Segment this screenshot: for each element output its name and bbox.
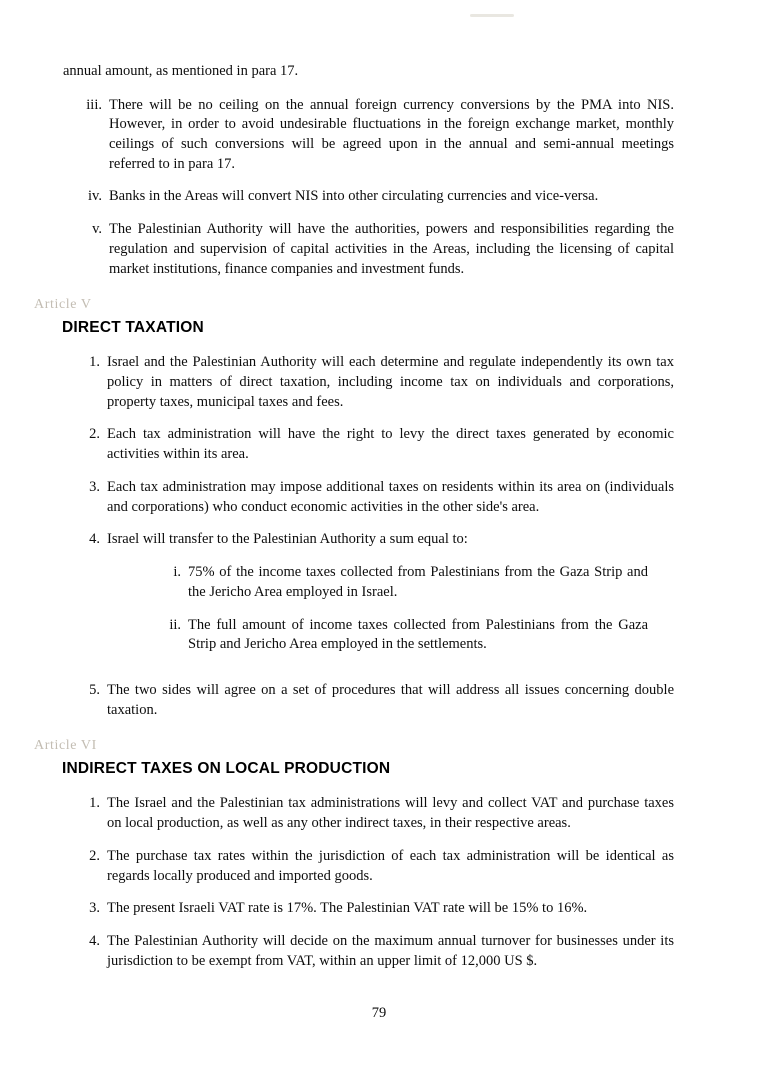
article-label: Article V (34, 297, 92, 313)
list-item (84, 932, 674, 971)
list-text: The Palestinian Authority will have the authorities, powers and responsibilities regarding the regulation and supervision of capital activities in the Areas, including the licensing of capital market institutions, finance companies and investment funds. (109, 221, 674, 277)
roman-sublist (165, 563, 648, 655)
list-text: 75% of the income taxes collected from Palestinians from the Gaza Strip and the Jericho Area employed in Israel. (188, 564, 648, 600)
list-marker: 1. (89, 795, 100, 812)
list-item (84, 899, 674, 919)
list-item (84, 847, 674, 886)
list-text: The full amount of income taxes collected from Palestinians from the Gaza Strip and Jericho Area employed in the settlements. (188, 616, 648, 653)
section-indirect-taxes (34, 738, 696, 971)
list-text: The Israel and the Palestinian tax administrations will levy and collect VAT and purchase taxes on local production, as well as any other indirect taxes, in their respective areas. (107, 795, 674, 832)
list-item (84, 530, 674, 668)
list-text: Each tax administration will have the right to levy the direct taxes generated by economic activities within its area. (107, 426, 674, 463)
continuation-paragraph: annual amount, as mentioned in para 17. (63, 63, 299, 79)
list-text: The purchase tax rates within the jurisdiction of each tax administration will be identical as regards locally produced and imported goods. (107, 847, 674, 884)
list-text: The Palestinian Authority will decide on the maximum annual turnover for businesses under its jurisdiction to be exempt from VAT, within an upper limit of 12,000 US $. (107, 932, 674, 969)
list-text: Israel will transfer to the Palestinian Authority a sum equal to: (107, 531, 468, 548)
list-text-block (107, 530, 674, 668)
section-heading: INDIRECT TAXES ON LOCAL PRODUCTION (62, 760, 391, 778)
list-text: The two sides will agree on a set of procedures that will address all issues concerning double taxation. (107, 681, 674, 718)
list-marker: iii. (86, 96, 102, 113)
numbered-list (84, 353, 674, 720)
list-item (84, 478, 674, 517)
list-item (84, 425, 674, 464)
list-item (84, 794, 674, 833)
list-marker: 2. (89, 426, 100, 443)
list-marker: 5. (89, 681, 100, 698)
roman-list-top (80, 96, 674, 280)
list-marker: i. (173, 564, 181, 581)
list-marker: iv. (88, 188, 102, 205)
article-label: Article VI (34, 738, 97, 754)
scan-artifact (470, 14, 514, 17)
list-marker: 2. (89, 847, 100, 864)
list-text: Israel and the Palestinian Authority will each determine and regulate independently its own tax policy in matters of direct taxation, including income tax on individuals and corporations, property taxes, municipal taxes and fees. (107, 354, 674, 410)
list-marker: ii. (169, 616, 181, 633)
list-text: There will be no ceiling on the annual foreign currency conversions by the PMA into NIS. However, in order to avoid undesirable fluctuations in the foreign exchange market, monthly ceilings of such conversions will be agreed upon in the annual and semi-annual meetings referred to in para 17. (109, 96, 674, 172)
section-heading: DIRECT TAXATION (62, 319, 204, 337)
list-text: The present Israeli VAT rate is 17%. The Palestinian VAT rate will be 15% to 16%. (107, 900, 588, 917)
list-item (80, 220, 674, 279)
list-marker: v. (92, 221, 102, 238)
list-text: Each tax administration may impose additional taxes on residents within its area on (individuals and corporations) who conduct economic activities in the other side's area. (107, 478, 674, 515)
list-item (84, 353, 674, 412)
list-marker: 1. (89, 354, 100, 371)
page-number: 79 (371, 1005, 387, 1021)
list-marker: 3. (89, 900, 100, 917)
list-item (80, 96, 674, 175)
list-marker: 4. (89, 531, 100, 548)
numbered-list (84, 794, 674, 971)
list-item (80, 187, 674, 207)
list-marker: 4. (89, 932, 100, 949)
section-direct-taxation (34, 297, 696, 720)
list-item (165, 616, 648, 655)
list-text: Banks in the Areas will convert NIS into other circulating currencies and vice-versa. (109, 188, 599, 205)
list-marker: 3. (89, 478, 100, 495)
list-item (84, 681, 674, 720)
list-item (165, 563, 648, 602)
